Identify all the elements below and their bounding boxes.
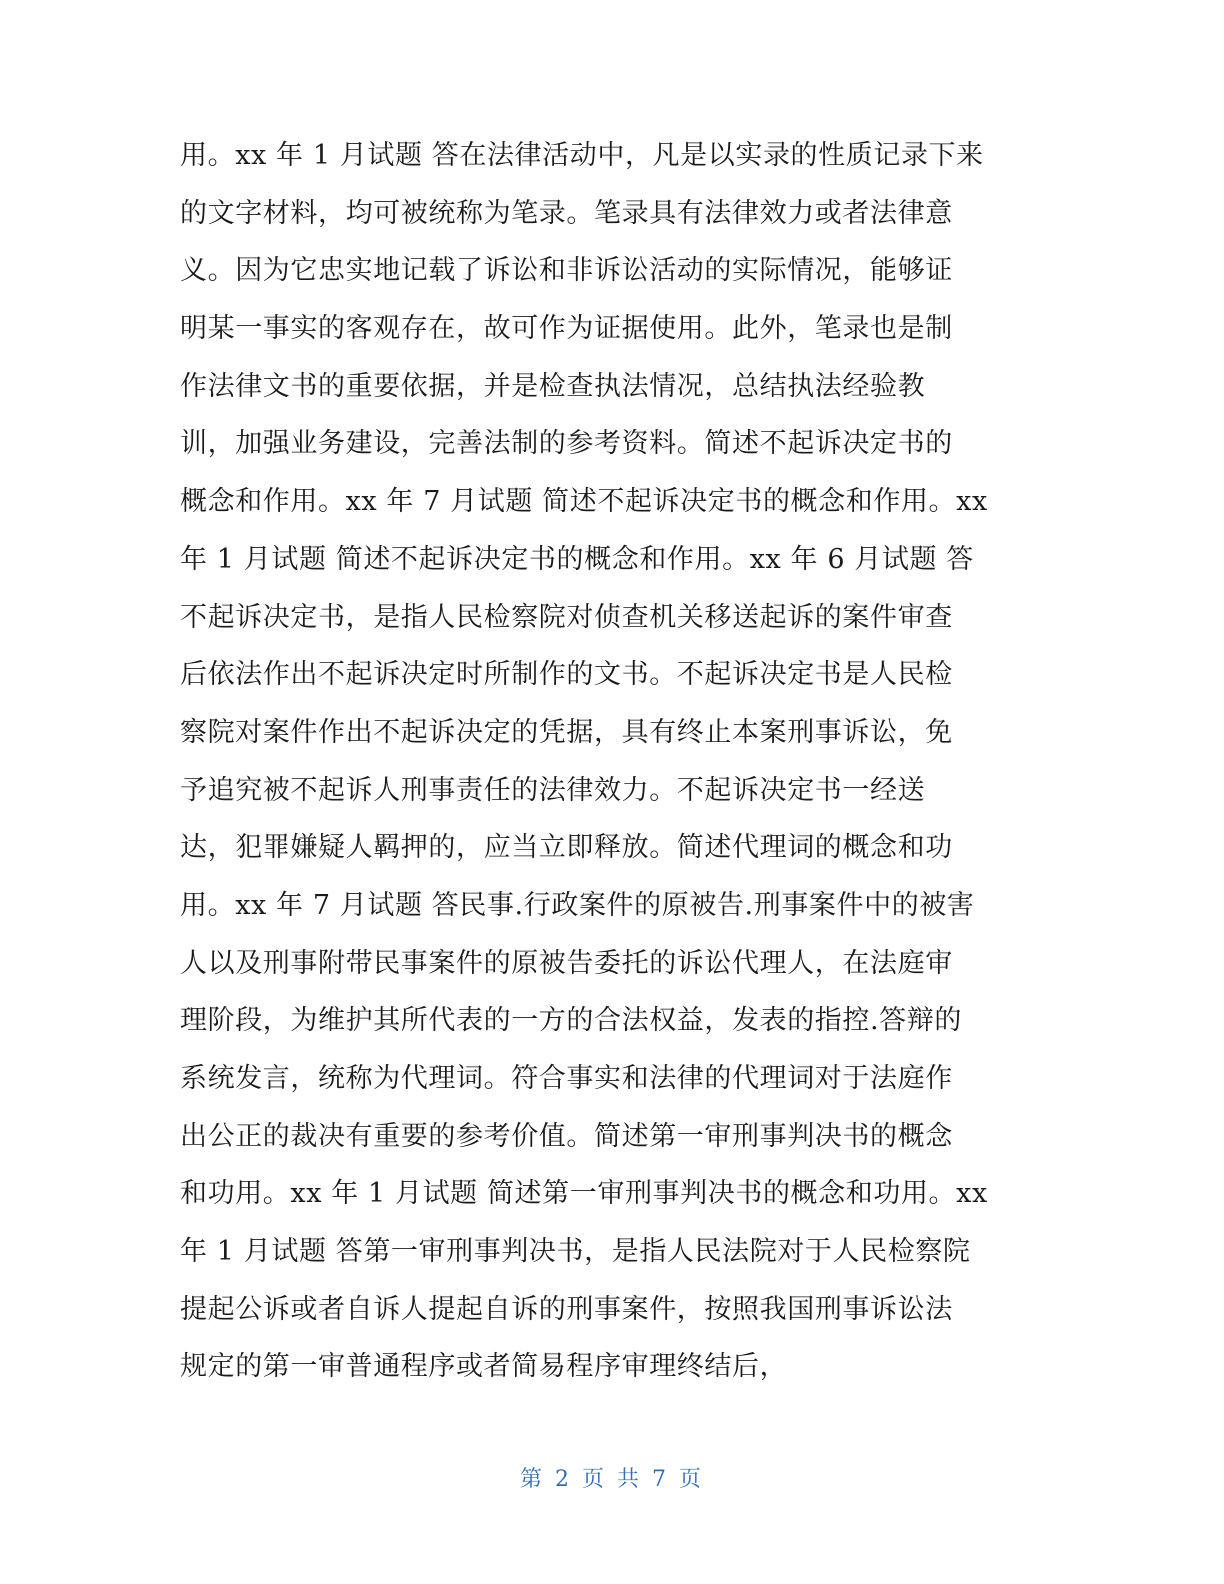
text-line: 用。xx 年 1 月试题 答在法律活动中，凡是以实录的性质记录下来 bbox=[180, 140, 984, 171]
text-line: 作法律文书的重要依据，并是检查执法情况，总结执法经验教 bbox=[180, 370, 926, 402]
document-body bbox=[180, 127, 1050, 1396]
text-line: 概念和作用。xx 年 7 月试题 简述不起诉决定书的概念和作用。xx bbox=[180, 486, 988, 518]
text-line: 系统发言，统称为代理词。符合事实和法律的代理词对于法庭作 bbox=[180, 1063, 953, 1094]
text-line: 用。xx 年 7 月试题 答民事.行政案件的原被告.刑事案件中的被害 bbox=[180, 889, 975, 921]
text-line: 人以及刑事附带民事案件的原被告委托的诉讼代理人，在法庭审 bbox=[180, 947, 953, 979]
text-line: 提起公诉或者自诉人提起自诉的刑事案件，按照我国刑事诉讼法 bbox=[180, 1293, 953, 1325]
text-line: 的文字材料，均可被统称为笔录。笔录具有法律效力或者法律意 bbox=[180, 197, 953, 229]
text-line: 训，加强业务建设，完善法制的参考资料。简述不起诉决定书的 bbox=[180, 428, 953, 460]
text-line: 年 1 月试题 简述不起诉决定书的概念和作用。xx 年 6 月试题 答 bbox=[180, 543, 974, 575]
text-line: 和功用。xx 年 1 月试题 简述第一审刑事判决书的概念和功用。xx bbox=[180, 1178, 988, 1210]
text-line: 义。因为它忠实地记载了诉讼和非诉讼活动的实际情况，能够证 bbox=[180, 255, 953, 287]
text-line: 理阶段，为维护其所代表的一方的合法权益，发表的指控.答辩的 bbox=[180, 1005, 962, 1037]
text-line: 明某一事实的客观存在，故可作为证据使用。此外，笔录也是制 bbox=[180, 313, 953, 345]
text-line: 年 1 月试题 答第一审刑事判决书，是指人民法院对于人民检察院 bbox=[180, 1236, 971, 1268]
text-line: 达，犯罪嫌疑人羁押的，应当立即释放。简述代理词的概念和功 bbox=[180, 832, 953, 864]
text-line: 出公正的裁决有重要的参考价值。简述第一审刑事判决书的概念 bbox=[180, 1120, 953, 1152]
page-number-footer: 第 2 页 共 7 页 bbox=[520, 1467, 704, 1492]
text-line: 不起诉决定书，是指人民检察院对侦查机关移送起诉的案件审查 bbox=[180, 601, 953, 633]
text-line: 予追究被不起诉人刑事责任的法律效力。不起诉决定书一经送 bbox=[180, 774, 926, 806]
text-line: 察院对案件作出不起诉决定的凭据，具有终止本案刑事诉讼，免 bbox=[180, 716, 953, 748]
text-line: 后依法作出不起诉决定时所制作的文书。不起诉决定书是人民检 bbox=[180, 659, 953, 691]
text-line: 规定的第一审普通程序或者简易程序审理终结后， bbox=[180, 1351, 788, 1383]
